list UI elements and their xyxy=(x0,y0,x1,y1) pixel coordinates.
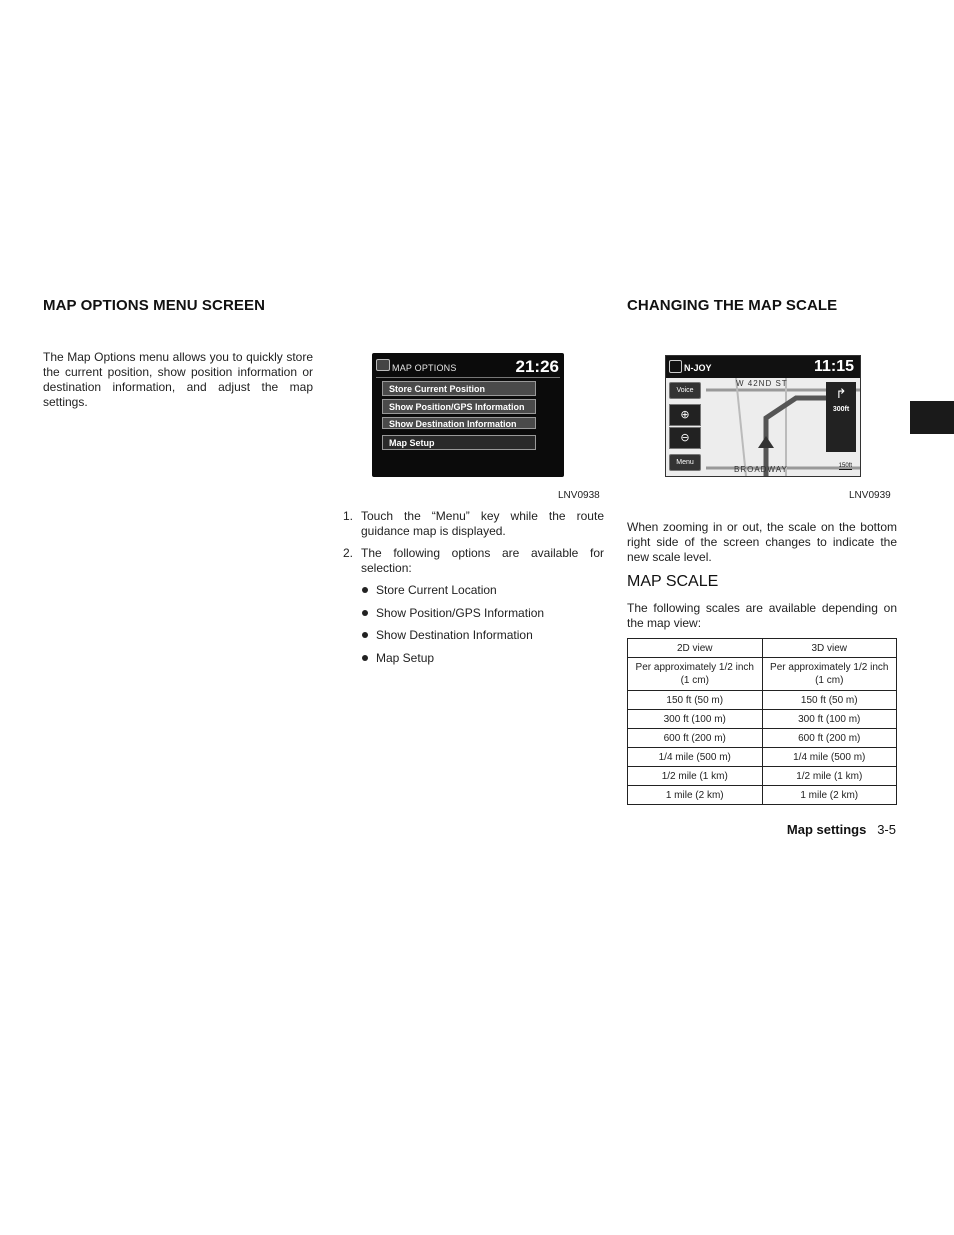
divider xyxy=(376,377,560,378)
zoom-in-icon: ⊕ xyxy=(669,404,701,426)
bullet-icon xyxy=(362,610,368,616)
menu-button: Menu xyxy=(669,454,701,471)
table-cell: 1 mile (2 km) xyxy=(628,786,763,805)
intro-paragraph: The Map Options menu allows you to quickly store the current position, show position information or destination information, and adjust the map settings. xyxy=(43,350,313,409)
map-icon xyxy=(376,359,390,371)
turn-distance: 300ft xyxy=(832,406,850,413)
zoom-paragraph: When zooming in or out, the scale on the bottom right side of the screen changes to indicate the new scale level. xyxy=(627,520,897,564)
table-row xyxy=(628,710,897,729)
section-heading-map-scale: CHANGING THE MAP SCALE xyxy=(627,297,838,314)
table-row xyxy=(628,786,897,805)
figure-caption-2: LNV0939 xyxy=(849,490,891,501)
table-cell: 600 ft (200 m) xyxy=(628,729,763,748)
chapter-tab-marker xyxy=(910,401,954,434)
menu-item-show-position: Show Position/GPS Information xyxy=(382,399,536,414)
list-item: Map Setup xyxy=(362,651,434,665)
table-cell: Per approximately 1/2 inch (1 cm) xyxy=(762,658,897,691)
table-cell: 1/2 mile (1 km) xyxy=(762,767,897,786)
figure-caption-1: LNV0938 xyxy=(558,490,600,501)
table-row xyxy=(628,658,897,691)
table-header-row xyxy=(628,639,897,658)
menu-item-show-destination: Show Destination Information xyxy=(382,417,536,429)
bullet-icon xyxy=(362,587,368,593)
menu-item-store-position: Store Current Position xyxy=(382,381,536,396)
screen-clock: 21:26 xyxy=(515,357,559,376)
list-item: Show Position/GPS Information xyxy=(362,606,544,620)
table-cell: Per approximately 1/2 inch (1 cm) xyxy=(628,658,763,691)
map-scale-subheading: MAP SCALE xyxy=(627,573,719,590)
bullet-icon xyxy=(362,632,368,638)
turn-arrow-icon: ↱ xyxy=(835,386,847,401)
screen-status-bar xyxy=(666,356,860,378)
turn-panel xyxy=(826,382,856,452)
table-row xyxy=(628,729,897,748)
menu-item-map-setup: Map Setup xyxy=(382,435,536,450)
list-item: Store Current Location xyxy=(362,583,497,597)
table-header-cell: 2D view xyxy=(628,639,763,658)
table-cell: 1/2 mile (1 km) xyxy=(628,767,763,786)
voice-button: Voice xyxy=(669,382,701,399)
screen-clock: 11:15 xyxy=(813,358,854,375)
camera-icon xyxy=(669,360,682,373)
step-1-text: Touch the “Menu” key while the route guidance map is displayed. xyxy=(361,509,604,538)
table-row xyxy=(628,748,897,767)
table-cell: 150 ft (50 m) xyxy=(628,691,763,710)
step-number-1: 1. xyxy=(343,509,354,523)
step-2-text: The following options are available for selection: xyxy=(361,546,604,575)
zoom-out-icon: ⊖ xyxy=(669,427,701,449)
station-name: N-JOY xyxy=(684,363,712,373)
bullet-icon xyxy=(362,655,368,661)
street-label-bottom: BROADWAY xyxy=(734,465,788,474)
table-cell: 1/4 mile (500 m) xyxy=(762,748,897,767)
section-heading-map-options: MAP OPTIONS MENU SCREEN xyxy=(43,297,266,314)
map-scale-table xyxy=(627,638,897,805)
table-cell: 1 mile (2 km) xyxy=(762,786,897,805)
scale-intro-paragraph: The following scales are available depending on the map view: xyxy=(627,601,897,630)
page-number: 3-5 xyxy=(877,822,896,837)
screen-title: MAP OPTIONS xyxy=(392,363,457,373)
list-item: Show Destination Information xyxy=(362,628,533,642)
map-options-screen-image xyxy=(372,353,564,477)
map-scale-indicator: 150ft xyxy=(838,463,852,469)
table-cell: 1/4 mile (500 m) xyxy=(628,748,763,767)
table-header-cell: 3D view xyxy=(762,639,897,658)
table-cell: 600 ft (200 m) xyxy=(762,729,897,748)
table-row xyxy=(628,691,897,710)
step-number-2: 2. xyxy=(343,546,354,560)
map-scale-screen-image xyxy=(665,355,861,477)
table-row xyxy=(628,767,897,786)
page-footer xyxy=(787,822,896,837)
footer-section-title: Map settings xyxy=(786,822,867,837)
street-label-top: W 42ND ST xyxy=(736,379,788,388)
table-cell: 150 ft (50 m) xyxy=(762,691,897,710)
table-cell: 300 ft (100 m) xyxy=(628,710,763,729)
table-cell: 300 ft (100 m) xyxy=(762,710,897,729)
